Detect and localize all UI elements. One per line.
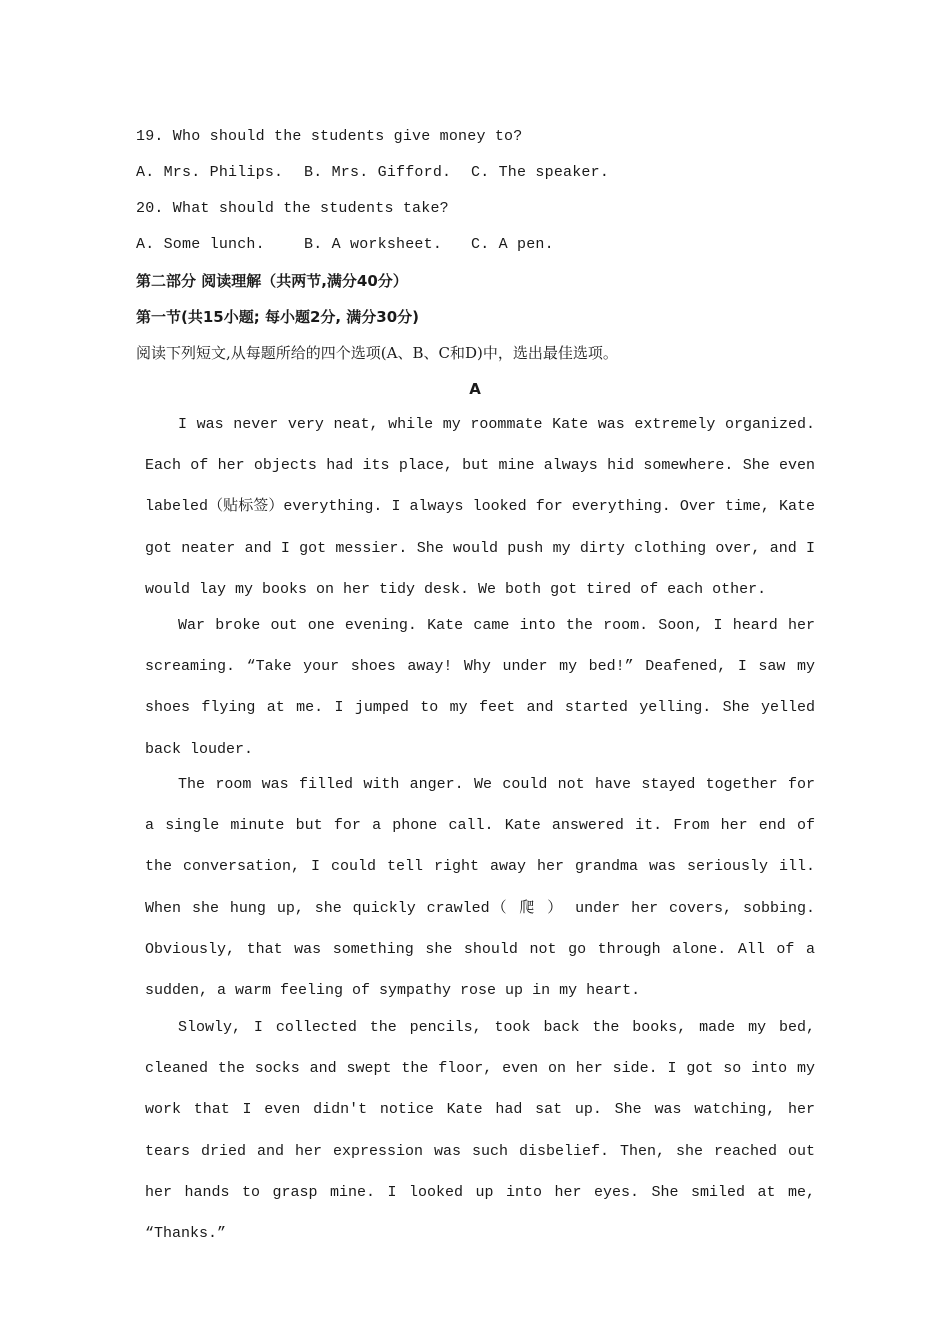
question-20-option-c: C. A pen. [471, 236, 554, 253]
question-20-stem: 20. What should the students take? [136, 200, 449, 217]
passage-title: A [469, 380, 481, 398]
question-19-option-a: A. Mrs. Philips. [136, 164, 284, 181]
question-19-option-c: C. The speaker. [471, 164, 610, 181]
passage-paragraph: I was never very neat, while my roommate Kate was extremely organized. Each of her objects had its place, but mine always hid somewhere. She even labeled（贴标签）everything. I always looked for everything. Over time, Kate got neater and I got messier. She would push my dirty clothing over, and I would lay my books on her tidy desk. We both got tired of each other. [145, 416, 815, 598]
passage-paragraph: Slowly, I collected the pencils, took back the books, made my bed, cleaned the socks and swept the floor, even on her side. I got so into my work that I even didn't notice Kate had sat up. She was watching, her tears dried and her expression was such disbelief. Then, she reached out her hands to grasp mine. I looked up into her eyes. She smiled at me, “Thanks.” [145, 1019, 815, 1243]
question-20-option-b: B. A worksheet. [304, 236, 443, 253]
part2-heading: 第二部分 阅读理解（共两节,满分40分） [136, 272, 408, 290]
question-19-option-b: B. Mrs. Gifford. [304, 164, 452, 181]
passage-paragraph: The room was filled with anger. We could not have stayed together for a single minute but for a phone call. Kate answered it. From her end of the conversation, I could tell right away her grandma was seriously ill. When she hung up, she quickly crawled（ 爬 ） under her covers, sobbing. Obviously, that was something she should not go through alone. All of a sudden, a warm feeling of sympathy rose up in my heart. [145, 776, 815, 1000]
passage-paragraph: War broke out one evening. Kate came into the room. Soon, I heard her screaming. “Take your shoes away! Why under my bed!” Deafened, I saw my shoes flying at me. I jumped to my feet and started yelling. She yelled back louder. [145, 617, 815, 758]
question-19-stem: 19. Who should the students give money to? [136, 128, 523, 145]
question-20-option-a: A. Some lunch. [136, 236, 265, 253]
section1-heading: 第一节(共15小题; 每小题2分, 满分30分) [136, 308, 420, 326]
instruction-text: 阅读下列短文,从每题所给的四个选项(A、B、C和D)中，选出最佳选项。 [136, 344, 618, 362]
